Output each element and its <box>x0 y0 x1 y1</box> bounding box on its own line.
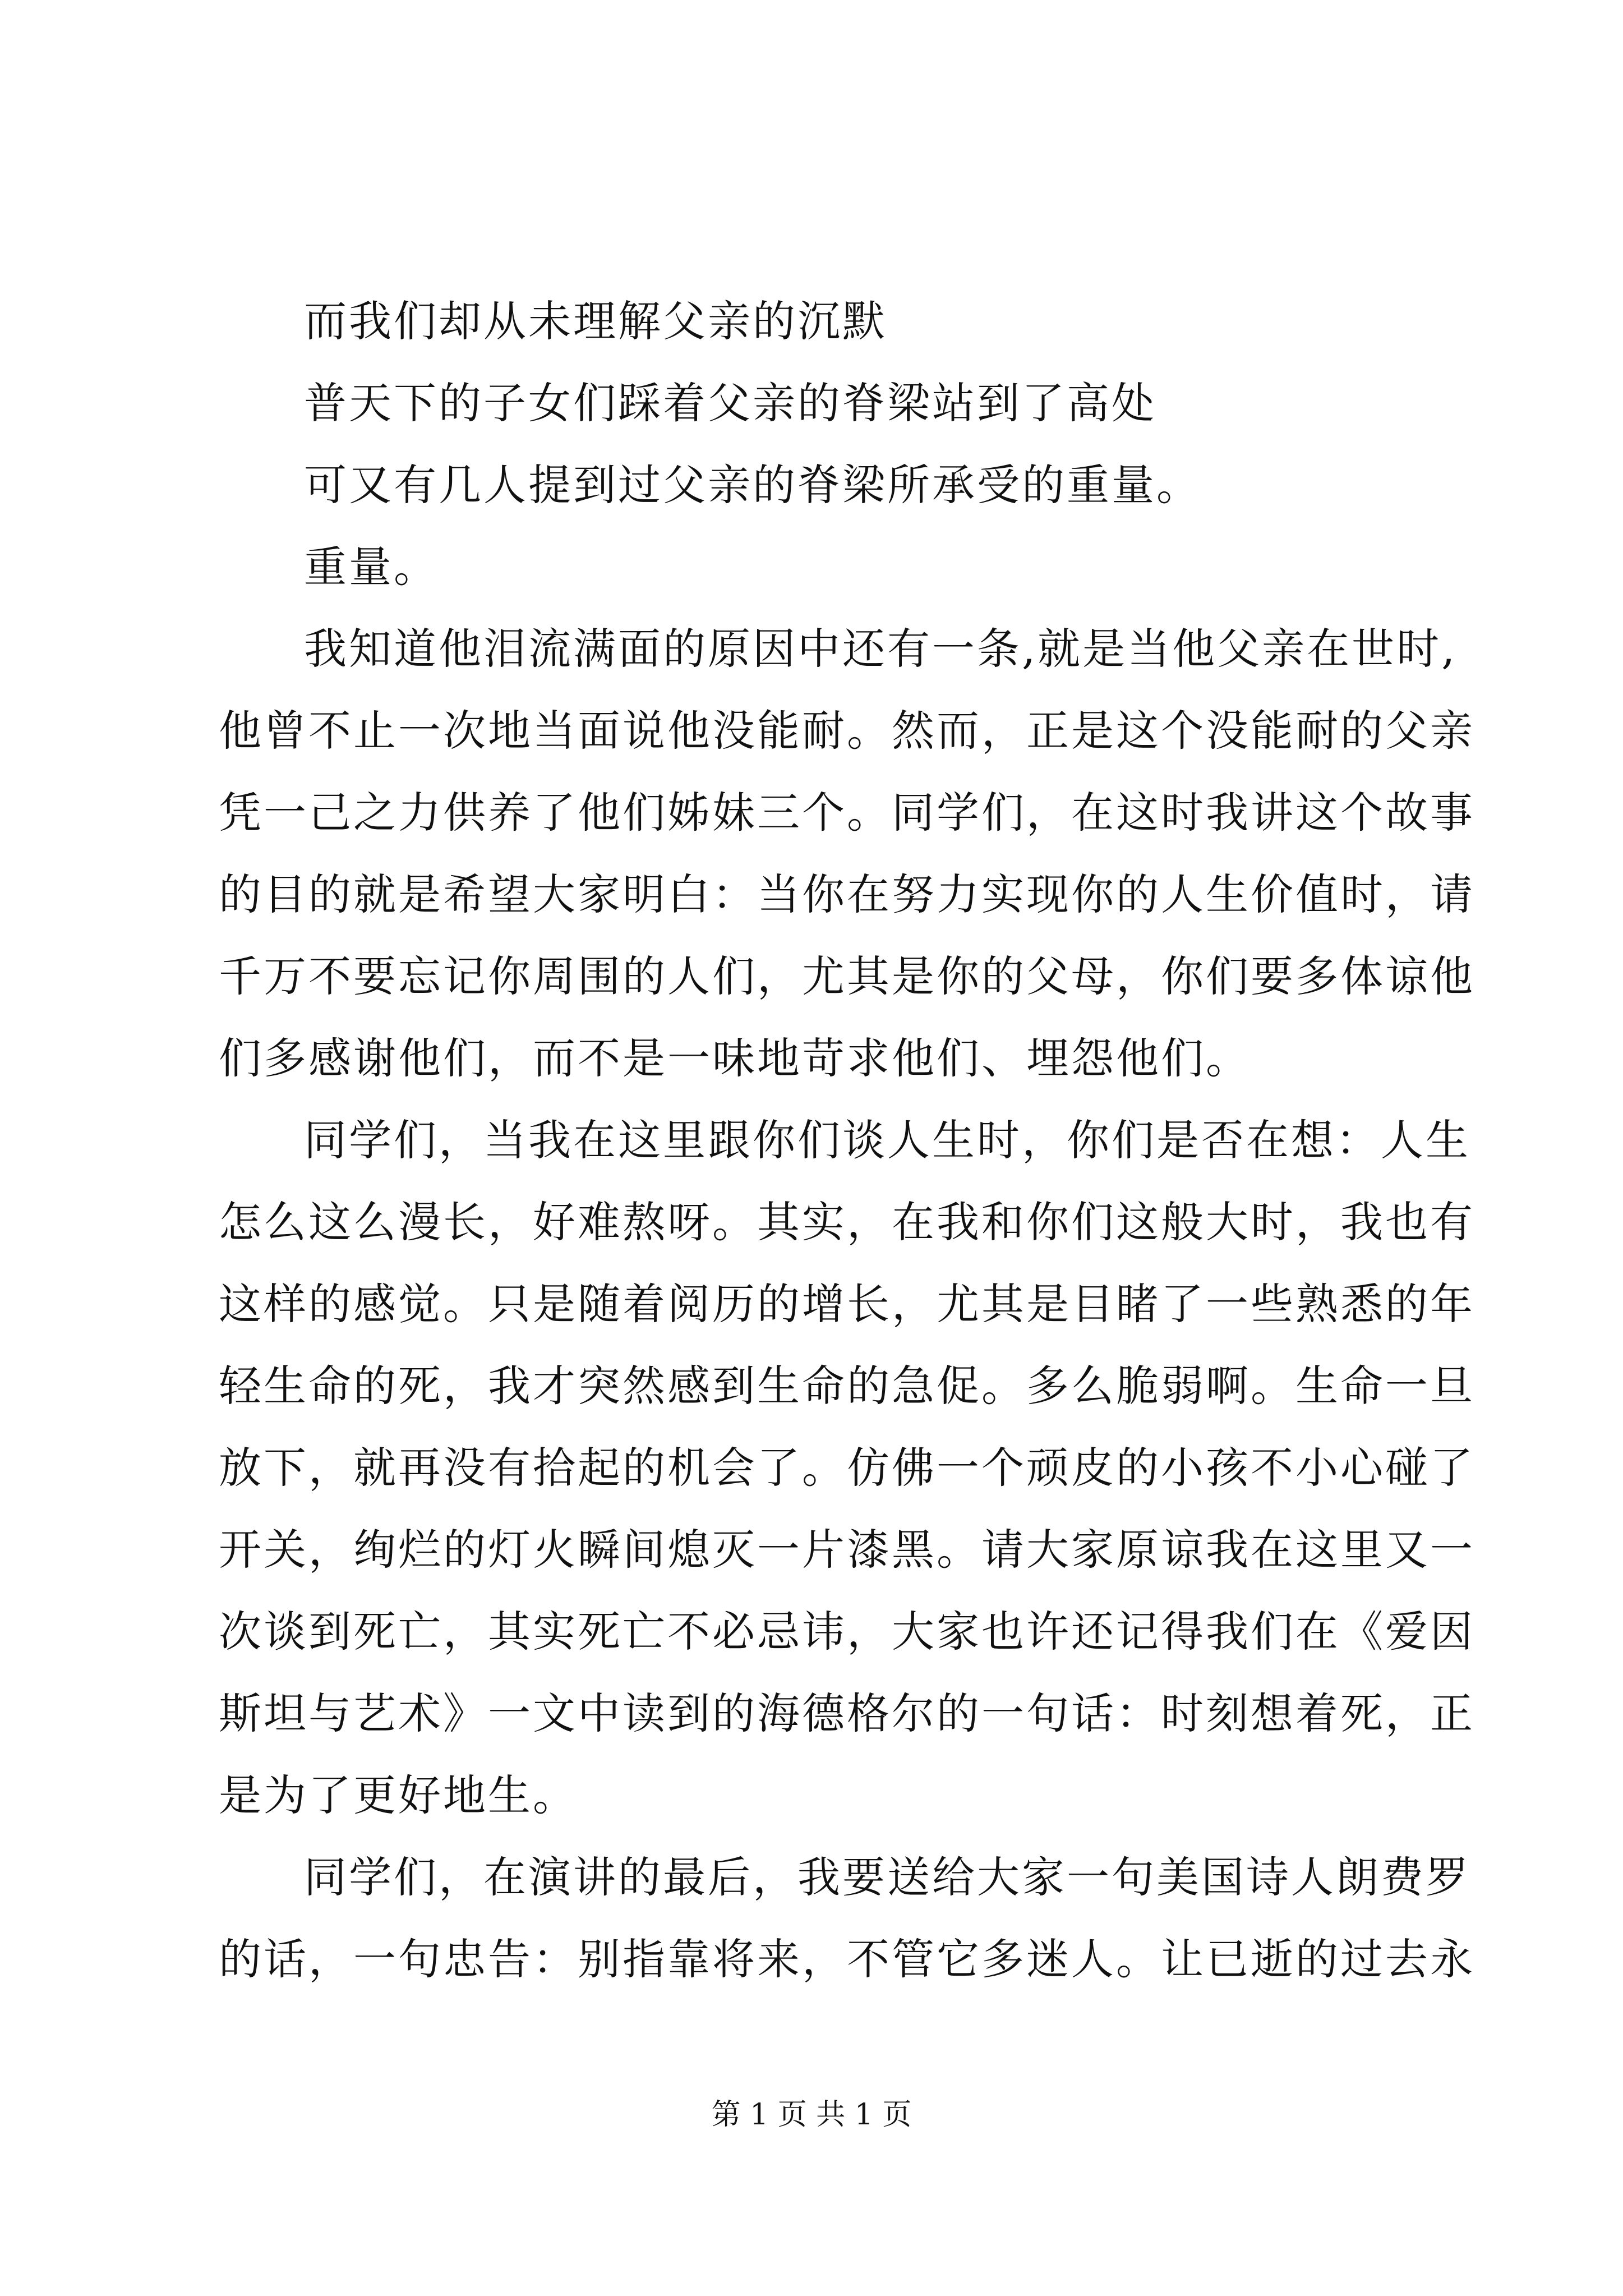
text-line-poem-3: 可又有几人提到过父亲的脊梁所承受的重量。 <box>304 460 1201 510</box>
paragraph-1-line-1: 我知道他泪流满面的原因中还有一条,就是当他父亲在世时, <box>304 624 1458 674</box>
document-body <box>219 280 1475 2000</box>
page-number-label: 第 1 页 共 1 页 <box>711 2098 912 2132</box>
paragraph-2-line-9: 是为了更好地生。 <box>219 1770 578 1820</box>
paragraph-2-line-5: 放下，就再没有拾起的机会了。仿佛一个顽皮的小孩不小心碰了 <box>219 1443 1475 1493</box>
page-footer <box>0 2095 1623 2134</box>
text-line-poem-1: 而我们却从未理解父亲的沉默 <box>304 296 887 346</box>
paragraph-1-line-3: 凭一己之力供养了他们姊妹三个。同学们，在这时我讲这个故事 <box>219 788 1475 838</box>
paragraph-2-line-1: 同学们，当我在这里跟你们谈人生时，你们是否在想：人生 <box>304 1115 1470 1165</box>
text-line-poem-4: 重量。 <box>304 542 439 592</box>
paragraph-3-line-2: 的话，一句忠告：别指靠将来，不管它多迷人。让已逝的过去永 <box>219 1934 1475 1984</box>
paragraph-1-line-5: 千万不要忘记你周围的人们，尤其是你的父母，你们要多体谅他 <box>219 951 1475 1001</box>
text-line-poem-2: 普天下的子女们踩着父亲的脊梁站到了高处 <box>304 378 1156 428</box>
paragraph-2-line-4: 轻生命的死，我才突然感到生命的急促。多么脆弱啊。生命一旦 <box>219 1361 1475 1411</box>
paragraph-2-line-3: 这样的感觉。只是随着阅历的增长，尤其是目睹了一些熟悉的年 <box>219 1279 1475 1329</box>
paragraph-1-line-6: 们多感谢他们，而不是一味地苛求他们、埋怨他们。 <box>219 1033 1251 1083</box>
paragraph-1-line-2: 他曾不止一次地当面说他没能耐。然而，正是这个没能耐的父亲 <box>219 706 1475 756</box>
paragraph-2-line-7: 次谈到死亡，其实死亡不必忌讳，大家也许还记得我们在《爱因 <box>219 1607 1475 1657</box>
paragraph-2-line-2: 怎么这么漫长，好难熬呀。其实，在我和你们这般大时，我也有 <box>219 1197 1475 1247</box>
paragraph-2-line-6: 开关，绚烂的灯火瞬间熄灭一片漆黑。请大家原谅我在这里又一 <box>219 1525 1475 1575</box>
paragraph-2-line-8: 斯坦与艺术》一文中读到的海德格尔的一句话：时刻想着死，正 <box>219 1688 1475 1738</box>
paragraph-3-line-1: 同学们，在演讲的最后，我要送给大家一句美国诗人朗费罗 <box>304 1852 1470 1902</box>
paragraph-1-line-4: 的目的就是希望大家明白：当你在努力实现你的人生价值时，请 <box>219 869 1475 919</box>
